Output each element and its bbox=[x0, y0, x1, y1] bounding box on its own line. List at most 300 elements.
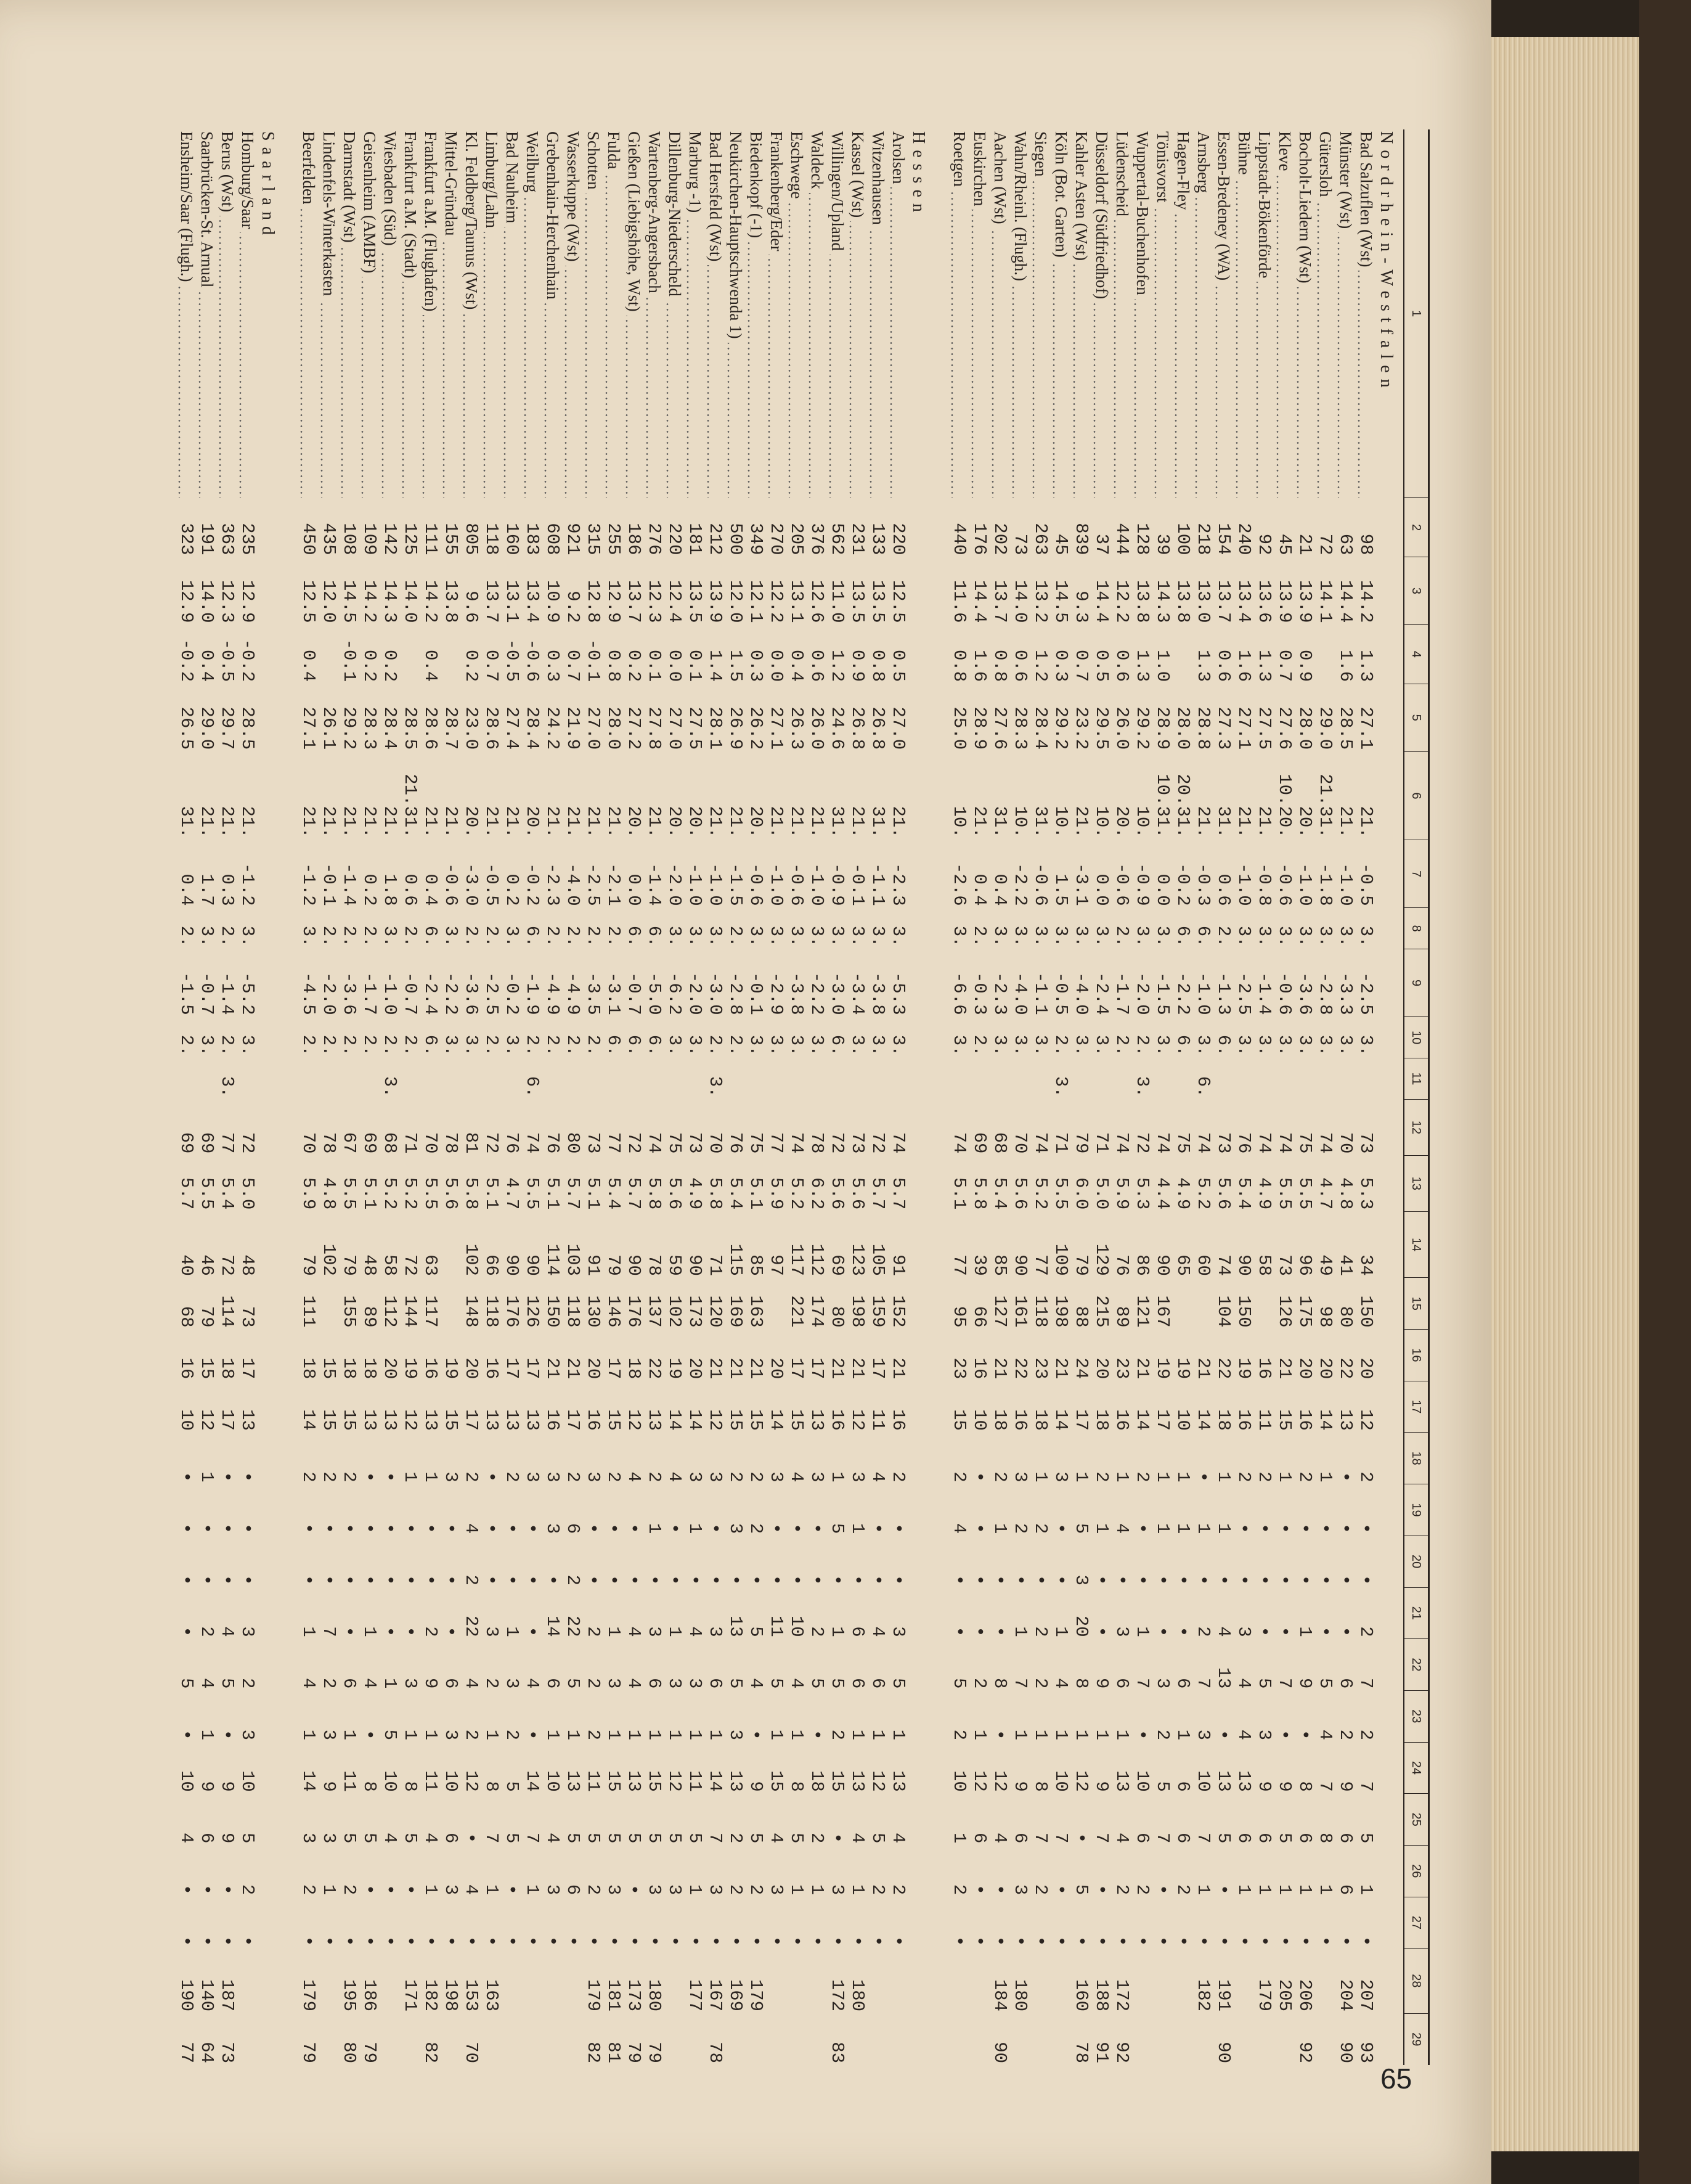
value-cell-col-16: 15 bbox=[319, 1357, 339, 1380]
value-cell-col-7: -1.0 bbox=[685, 863, 705, 906]
value-cell-col-17: 15 bbox=[1274, 1409, 1295, 1431]
value-cell-col-6: 20. bbox=[1112, 806, 1132, 838]
value-cell-col-18: 2 bbox=[1091, 1471, 1112, 1483]
value-cell-col-27: • bbox=[502, 1936, 522, 1947]
value-cell-col-19: • bbox=[400, 1523, 420, 1534]
value-cell-col-20: • bbox=[380, 1574, 400, 1585]
value-cell-col-6: 21.31. bbox=[400, 774, 420, 838]
value-cell-col-9: -0.7 bbox=[400, 971, 420, 1015]
value-cell-col-25: 1 bbox=[949, 1833, 969, 1844]
column-number-10: 10 bbox=[1404, 1017, 1429, 1058]
value-cell-col-24: 10 bbox=[1051, 1770, 1071, 1792]
column-number-12: 12 bbox=[1404, 1100, 1429, 1156]
value-cell-col-19: • bbox=[786, 1523, 807, 1534]
value-cell-col-10: 6. bbox=[827, 1034, 847, 1057]
value-cell-col-19: • bbox=[1254, 1523, 1274, 1534]
value-cell-col-28: 195 bbox=[339, 1979, 359, 2012]
value-cell-col-7: -2.2 bbox=[1010, 863, 1030, 906]
value-cell-col-3: 10.9 bbox=[542, 579, 563, 623]
value-cell-col-18: 2 bbox=[502, 1471, 522, 1483]
value-cell-col-23: 1 bbox=[603, 1729, 624, 1741]
value-cell-col-6: 10.31. bbox=[1152, 774, 1173, 838]
value-cell-col-9: -3.3 bbox=[1335, 971, 1356, 1015]
value-cell-col-2: 349 bbox=[746, 523, 766, 555]
value-cell-col-25: 6 bbox=[1132, 1833, 1152, 1844]
value-cell-col-6: 31. bbox=[868, 806, 888, 838]
value-cell-col-21: 4 bbox=[685, 1626, 705, 1637]
value-cell-col-11: 3. bbox=[1051, 1076, 1071, 1098]
value-cell-col-3: 13.8 bbox=[1132, 579, 1152, 623]
value-cell-col-29: 92 bbox=[1295, 2042, 1315, 2063]
value-cell-col-25: 4 bbox=[1112, 1833, 1132, 1844]
value-cell-col-9: -3.8 bbox=[786, 971, 807, 1015]
value-cell-col-19: 1 bbox=[1091, 1523, 1112, 1534]
value-cell-col-25: 9 bbox=[217, 1833, 237, 1844]
value-cell-col-15: 215 bbox=[1091, 1295, 1112, 1328]
column-number-7: 7 bbox=[1404, 840, 1429, 908]
value-cell-col-10: 2. bbox=[522, 1034, 542, 1057]
value-cell-col-10: 2. bbox=[563, 1034, 583, 1057]
value-cell-col-10: 3. bbox=[1010, 1034, 1030, 1057]
value-cell-col-7: -2.6 bbox=[949, 863, 969, 906]
value-cell-col-22: 5 bbox=[725, 1677, 746, 1689]
value-cell-col-7: -1.0 bbox=[766, 863, 786, 906]
value-cell-col-15: 173 bbox=[685, 1295, 705, 1328]
station-name: Bocholt-Liedern (Wst) bbox=[1296, 131, 1314, 287]
value-cell-col-16: 21 bbox=[725, 1357, 746, 1380]
value-cell-col-13: 5.5 bbox=[1274, 1177, 1295, 1210]
value-cell-col-8: 3. bbox=[298, 925, 319, 947]
value-cell-col-2: 263 bbox=[1030, 523, 1051, 555]
value-cell-col-18: 1 bbox=[420, 1471, 441, 1483]
value-cell-col-10: 3. bbox=[1193, 1034, 1213, 1057]
station-name-cell bbox=[786, 129, 807, 498]
value-cell-col-17: 12 bbox=[400, 1409, 420, 1431]
value-cell-col-26: 2 bbox=[888, 1884, 908, 1896]
value-cell-col-24: 13 bbox=[1234, 1770, 1254, 1792]
station-name-cell bbox=[1173, 129, 1193, 498]
value-cell-col-5: 28.3 bbox=[359, 706, 380, 750]
value-cell-col-7: 0.3 bbox=[217, 873, 237, 906]
value-cell-col-19: • bbox=[705, 1523, 725, 1534]
value-cell-col-6: 10. bbox=[949, 806, 969, 838]
value-cell-col-13: 5.0 bbox=[1091, 1177, 1112, 1210]
value-cell-col-12: 75 bbox=[1295, 1132, 1315, 1154]
value-cell-col-12: 67 bbox=[339, 1132, 359, 1154]
value-cell-col-13: 5.2 bbox=[1193, 1177, 1213, 1210]
value-cell-col-19: • bbox=[1335, 1523, 1356, 1534]
value-cell-col-15: 167 bbox=[1152, 1295, 1173, 1328]
value-cell-col-11: 3. bbox=[705, 1076, 725, 1098]
value-cell-col-22: 6 bbox=[1335, 1677, 1356, 1689]
value-cell-col-13: 5.2 bbox=[400, 1177, 420, 1210]
value-cell-col-22: 4 bbox=[522, 1677, 542, 1689]
value-cell-col-4: 0.7 bbox=[1274, 649, 1295, 682]
value-cell-col-23: • bbox=[1295, 1729, 1315, 1741]
value-cell-col-17: 16 bbox=[1295, 1409, 1315, 1431]
station-row bbox=[807, 129, 827, 2065]
value-cell-col-27: • bbox=[481, 1936, 502, 1947]
value-cell-col-27: • bbox=[217, 1936, 237, 1947]
value-cell-col-19: • bbox=[237, 1523, 258, 1534]
value-cell-col-11 bbox=[1091, 1058, 1112, 1100]
value-cell-col-25: 5 bbox=[664, 1833, 685, 1844]
value-cell-col-14: 103 bbox=[563, 1243, 583, 1276]
station-row bbox=[461, 129, 481, 2065]
value-cell-col-8: 3. bbox=[1254, 925, 1274, 947]
value-cell-col-23: 1 bbox=[868, 1729, 888, 1741]
value-cell-col-16: 22 bbox=[1213, 1357, 1234, 1380]
value-cell-col-19: • bbox=[1315, 1523, 1335, 1534]
value-cell-col-14: 77 bbox=[949, 1254, 969, 1276]
value-cell-col-5: 26.5 bbox=[176, 706, 197, 750]
value-cell-col-27: • bbox=[664, 1936, 685, 1947]
station-name: Geisenheim (AMBF) bbox=[361, 131, 379, 277]
value-cell-col-16: 15 bbox=[197, 1357, 217, 1380]
station-row bbox=[1274, 129, 1295, 2065]
value-cell-col-9: -5.0 bbox=[644, 971, 664, 1015]
value-cell-col-18: 3 bbox=[1010, 1471, 1030, 1483]
value-cell-col-12: 74 bbox=[1193, 1132, 1213, 1154]
value-cell-col-20: • bbox=[1335, 1574, 1356, 1585]
value-cell-col-19: 2 bbox=[1030, 1523, 1051, 1534]
value-cell-col-23: 1 bbox=[1071, 1729, 1091, 1741]
value-cell-col-10: 2. bbox=[583, 1034, 603, 1057]
value-cell-col-20: • bbox=[298, 1574, 319, 1585]
value-cell-col-25: 8 bbox=[1315, 1833, 1335, 1844]
value-cell-col-23: 1 bbox=[624, 1729, 644, 1741]
value-cell-col-10: 3. bbox=[888, 1034, 908, 1057]
value-cell-col-24: 14 bbox=[705, 1770, 725, 1792]
value-cell-col-14: 72 bbox=[400, 1254, 420, 1276]
value-cell-col-6: 21. bbox=[725, 806, 746, 838]
value-cell-col-11 bbox=[563, 1058, 583, 1100]
value-cell-col-17: 12 bbox=[624, 1409, 644, 1431]
value-cell-col-16: 16 bbox=[1254, 1357, 1274, 1380]
value-cell-col-12: 73 bbox=[685, 1132, 705, 1154]
value-cell-col-20: • bbox=[603, 1574, 624, 1585]
value-cell-col-23: 1 bbox=[969, 1729, 990, 1741]
value-cell-col-26: 2 bbox=[1173, 1884, 1193, 1896]
value-cell-col-22: 4 bbox=[786, 1677, 807, 1689]
value-cell-col-14: 79 bbox=[298, 1254, 319, 1276]
value-cell-col-7: -1.2 bbox=[237, 863, 258, 906]
value-cell-col-11 bbox=[1213, 1058, 1234, 1100]
value-cell-col-18: 3 bbox=[583, 1471, 603, 1483]
value-cell-col-18: 1 bbox=[1173, 1471, 1193, 1483]
value-cell-col-5: 26.2 bbox=[746, 706, 766, 750]
station-name-cell bbox=[644, 129, 664, 498]
value-cell-col-17: 16 bbox=[1010, 1409, 1030, 1431]
value-cell-col-20: • bbox=[1091, 1574, 1112, 1585]
value-cell-col-17: 14 bbox=[766, 1409, 786, 1431]
value-cell-col-11 bbox=[542, 1058, 563, 1100]
value-cell-col-23: 2 bbox=[1356, 1729, 1376, 1741]
value-cell-col-4: 0.1 bbox=[644, 649, 664, 682]
value-cell-col-27: • bbox=[298, 1936, 319, 1947]
station-name: Grebenhain-Herchenhain bbox=[544, 131, 562, 303]
value-cell-col-11 bbox=[990, 1058, 1010, 1100]
value-cell-col-7: -2.3 bbox=[888, 863, 908, 906]
column-number-19: 19 bbox=[1404, 1484, 1429, 1536]
value-cell-col-25: 6 bbox=[1010, 1833, 1030, 1844]
value-cell-col-16: 16 bbox=[481, 1357, 502, 1380]
value-cell-col-22: 7 bbox=[1132, 1677, 1152, 1689]
value-cell-col-8: 3. bbox=[441, 925, 461, 947]
station-row bbox=[197, 129, 217, 2065]
value-cell-col-16: 21 bbox=[563, 1357, 583, 1380]
value-cell-col-18: 2 bbox=[644, 1471, 664, 1483]
value-cell-col-20: • bbox=[1234, 1574, 1254, 1585]
value-cell-col-23: 3 bbox=[1193, 1729, 1213, 1741]
value-cell-col-4: -0.2 bbox=[176, 639, 197, 682]
value-cell-col-26: 1 bbox=[685, 1884, 705, 1896]
station-row bbox=[1254, 129, 1274, 2065]
value-cell-col-16: 19 bbox=[664, 1357, 685, 1380]
value-cell-col-21: 4 bbox=[868, 1626, 888, 1637]
value-cell-col-4: 1.5 bbox=[725, 649, 746, 682]
value-cell-col-19: • bbox=[969, 1523, 990, 1534]
value-cell-col-8: 6. bbox=[1173, 925, 1193, 947]
value-cell-col-13: 5.1 bbox=[542, 1177, 563, 1210]
value-cell-col-18: • bbox=[217, 1471, 237, 1483]
value-cell-col-3: 12.9 bbox=[176, 579, 197, 623]
value-cell-col-28: 179 bbox=[583, 1979, 603, 2012]
value-cell-col-10: 2. bbox=[380, 1034, 400, 1057]
column-number-4: 4 bbox=[1404, 625, 1429, 684]
value-cell-col-23: 1 bbox=[888, 1729, 908, 1741]
value-cell-col-27: • bbox=[339, 1936, 359, 1947]
value-cell-col-13: 4.8 bbox=[319, 1177, 339, 1210]
value-cell-col-11 bbox=[400, 1058, 420, 1100]
value-cell-col-17: 14 bbox=[298, 1409, 319, 1431]
value-cell-col-25: • bbox=[1071, 1833, 1091, 1844]
value-cell-col-18: 4 bbox=[868, 1471, 888, 1483]
column-number-3: 3 bbox=[1404, 557, 1429, 625]
value-cell-col-23: 2 bbox=[461, 1729, 481, 1741]
value-cell-col-17: 15 bbox=[441, 1409, 461, 1431]
station-name: Dillenburg-Niederscheld bbox=[666, 131, 684, 300]
value-cell-col-4: 0.2 bbox=[624, 649, 644, 682]
value-cell-col-17: 16 bbox=[542, 1409, 563, 1431]
value-cell-col-20: • bbox=[237, 1574, 258, 1585]
value-cell-col-20: • bbox=[786, 1574, 807, 1585]
station-name: Lippstadt-Bökenförde bbox=[1255, 131, 1274, 282]
value-cell-col-16: 21 bbox=[1274, 1357, 1295, 1380]
value-cell-col-3: 13.8 bbox=[1173, 579, 1193, 623]
value-cell-col-9: -3.6 bbox=[1295, 971, 1315, 1015]
value-cell-col-27: • bbox=[705, 1936, 725, 1947]
value-cell-col-16: 19 bbox=[400, 1357, 420, 1380]
value-cell-col-21: 2 bbox=[807, 1626, 827, 1637]
value-cell-col-7: -1.2 bbox=[298, 863, 319, 906]
value-cell-col-13: 5.7 bbox=[624, 1177, 644, 1210]
value-cell-col-2: 363 bbox=[217, 523, 237, 555]
value-cell-col-11 bbox=[847, 1058, 868, 1100]
value-cell-col-27: • bbox=[1051, 1936, 1071, 1947]
station-name-cell bbox=[1112, 129, 1132, 498]
value-cell-col-2: 323 bbox=[176, 523, 197, 555]
value-cell-col-25: 7 bbox=[1193, 1833, 1213, 1844]
value-cell-col-11 bbox=[1335, 1058, 1356, 1100]
value-cell-col-2: 73 bbox=[1010, 533, 1030, 555]
value-cell-col-12: 69 bbox=[197, 1132, 217, 1154]
value-cell-col-24: 9 bbox=[217, 1781, 237, 1792]
value-cell-col-24: 13 bbox=[1112, 1770, 1132, 1792]
value-cell-col-14: 90 bbox=[685, 1254, 705, 1276]
value-cell-col-22: 5 bbox=[563, 1677, 583, 1689]
value-cell-col-19: • bbox=[441, 1523, 461, 1534]
value-cell-col-27: • bbox=[461, 1936, 481, 1947]
station-name: Willingen/Upland bbox=[828, 131, 847, 255]
value-cell-col-19: • bbox=[197, 1523, 217, 1534]
station-row bbox=[1152, 129, 1173, 2065]
value-cell-col-23: 1 bbox=[1051, 1729, 1071, 1741]
value-cell-col-21: • bbox=[1274, 1626, 1295, 1637]
value-cell-col-9: -2.5 bbox=[1234, 971, 1254, 1015]
value-cell-col-29 bbox=[502, 2013, 522, 2065]
value-cell-col-20: • bbox=[522, 1574, 542, 1585]
value-cell-col-24: 13 bbox=[563, 1770, 583, 1792]
station-row bbox=[685, 129, 705, 2065]
value-cell-col-19: 1 bbox=[1152, 1523, 1173, 1534]
value-cell-col-25: 6 bbox=[1234, 1833, 1254, 1844]
value-cell-col-8: 2. bbox=[400, 925, 420, 947]
value-cell-col-25: 5 bbox=[685, 1833, 705, 1844]
value-cell-col-5: 27.3 bbox=[1213, 706, 1234, 750]
value-cell-col-22: 5 bbox=[807, 1677, 827, 1689]
value-cell-col-3: 12.2 bbox=[1112, 579, 1132, 623]
value-cell-col-4: 0.5 bbox=[1091, 649, 1112, 682]
station-name: Mittel-Gründau bbox=[442, 131, 460, 239]
value-cell-col-3: 13.5 bbox=[847, 579, 868, 623]
value-cell-col-13: 5.6 bbox=[1010, 1177, 1030, 1210]
value-cell-col-9: -2.0 bbox=[319, 971, 339, 1015]
value-cell-col-25: 6 bbox=[1295, 1833, 1315, 1844]
value-cell-col-3: 12.4 bbox=[664, 579, 685, 623]
value-cell-col-20: • bbox=[664, 1574, 685, 1585]
value-cell-col-3: 12.9 bbox=[237, 579, 258, 623]
value-cell-col-29: 82 bbox=[420, 2042, 441, 2063]
value-cell-col-10: 3. bbox=[1356, 1034, 1376, 1057]
value-cell-col-27: • bbox=[685, 1936, 705, 1947]
value-cell-col-23: 1 bbox=[786, 1729, 807, 1741]
value-cell-col-5: 28.1 bbox=[705, 706, 725, 750]
value-cell-col-27: • bbox=[400, 1936, 420, 1947]
value-cell-col-20: • bbox=[746, 1574, 766, 1585]
value-cell-col-11 bbox=[746, 1058, 766, 1100]
value-cell-col-26: 2 bbox=[237, 1884, 258, 1896]
value-cell-col-7: -1.0 bbox=[807, 863, 827, 906]
value-cell-col-17: 14 bbox=[1193, 1409, 1213, 1431]
station-name: Fulda bbox=[605, 131, 623, 173]
value-cell-col-2: 220 bbox=[664, 523, 685, 555]
value-cell-col-18: • bbox=[1335, 1471, 1356, 1483]
station-name-cell bbox=[420, 129, 441, 498]
value-cell-col-8: 3. bbox=[807, 925, 827, 947]
value-cell-col-11 bbox=[1234, 1058, 1254, 1100]
value-cell-col-24: 11 bbox=[685, 1770, 705, 1792]
value-cell-col-27: • bbox=[563, 1936, 583, 1947]
value-cell-col-27: • bbox=[1132, 1936, 1152, 1947]
value-cell-col-29: 91 bbox=[1091, 2042, 1112, 2063]
value-cell-col-24: 12 bbox=[1071, 1770, 1091, 1792]
station-name-cell bbox=[563, 129, 583, 498]
value-cell-col-21: 2 bbox=[1356, 1626, 1376, 1637]
value-cell-col-20: • bbox=[644, 1574, 664, 1585]
value-cell-col-21: • bbox=[380, 1626, 400, 1637]
climate-data-table bbox=[176, 129, 1430, 2065]
value-cell-col-14: 77 bbox=[1030, 1254, 1051, 1276]
value-cell-col-29 bbox=[400, 2013, 420, 2065]
value-cell-col-13: 6.0 bbox=[1071, 1177, 1091, 1210]
value-cell-col-5: 27.6 bbox=[1274, 706, 1295, 750]
station-name-cell bbox=[1132, 129, 1152, 498]
value-cell-col-2: 92 bbox=[1254, 533, 1274, 555]
value-cell-col-23: 1 bbox=[1112, 1729, 1132, 1741]
value-cell-col-16: 20 bbox=[685, 1357, 705, 1380]
value-cell-col-21: 3 bbox=[1234, 1626, 1254, 1637]
value-cell-col-16: 19 bbox=[1234, 1357, 1254, 1380]
value-cell-col-22: 3 bbox=[664, 1677, 685, 1689]
value-cell-col-29 bbox=[522, 2013, 542, 2065]
value-cell-col-17: 12 bbox=[705, 1409, 725, 1431]
value-cell-col-15: 148 bbox=[461, 1295, 481, 1328]
value-cell-col-29: 79 bbox=[644, 2042, 664, 2063]
value-cell-col-7: -2.1 bbox=[603, 863, 624, 906]
value-cell-col-11 bbox=[339, 1058, 359, 1100]
value-cell-col-2: 435 bbox=[319, 523, 339, 555]
value-cell-col-18: 3 bbox=[685, 1471, 705, 1483]
value-cell-col-4: -0.5 bbox=[217, 639, 237, 682]
value-cell-col-20: • bbox=[1132, 1574, 1152, 1585]
value-cell-col-29 bbox=[1010, 2013, 1030, 2065]
value-cell-col-7: 0.0 bbox=[624, 873, 644, 906]
value-cell-col-23: 3 bbox=[237, 1729, 258, 1741]
value-cell-col-29: 93 bbox=[1356, 2042, 1376, 2063]
value-cell-col-24: 9 bbox=[746, 1781, 766, 1792]
value-cell-col-7: 0.2 bbox=[502, 873, 522, 906]
value-cell-col-9: -0.2 bbox=[502, 971, 522, 1015]
value-cell-col-27: • bbox=[1274, 1936, 1295, 1947]
value-cell-col-4: 0.3 bbox=[542, 649, 563, 682]
value-cell-col-7: -0.3 bbox=[1193, 863, 1213, 906]
value-cell-col-13: 5.6 bbox=[847, 1177, 868, 1210]
value-cell-col-10: 3. bbox=[949, 1034, 969, 1057]
value-cell-col-24: 9 bbox=[1254, 1781, 1274, 1792]
value-cell-col-18: 3 bbox=[522, 1471, 542, 1483]
value-cell-col-11: 3. bbox=[380, 1076, 400, 1098]
value-cell-col-26: 1 bbox=[319, 1884, 339, 1896]
value-cell-col-24: 15 bbox=[603, 1770, 624, 1792]
value-cell-col-20: • bbox=[1193, 1574, 1213, 1585]
value-cell-col-14: 58 bbox=[380, 1254, 400, 1276]
value-cell-col-29 bbox=[786, 2013, 807, 2065]
value-cell-col-8: 2. bbox=[339, 925, 359, 947]
value-cell-col-13: 5.1 bbox=[949, 1177, 969, 1210]
section-spacer bbox=[935, 129, 949, 2065]
value-cell-col-4: 1.6 bbox=[969, 649, 990, 682]
value-cell-col-27: • bbox=[197, 1936, 217, 1947]
value-cell-col-11 bbox=[888, 1058, 908, 1100]
value-cell-col-15: 88 bbox=[1071, 1306, 1091, 1328]
value-cell-col-17: 10 bbox=[1173, 1409, 1193, 1431]
value-cell-col-7: -0.1 bbox=[847, 863, 868, 906]
value-cell-col-24: 15 bbox=[644, 1770, 664, 1792]
value-cell-col-22: 5 bbox=[827, 1677, 847, 1689]
value-cell-col-15: 152 bbox=[888, 1295, 908, 1328]
value-cell-col-25: 4 bbox=[766, 1833, 786, 1844]
